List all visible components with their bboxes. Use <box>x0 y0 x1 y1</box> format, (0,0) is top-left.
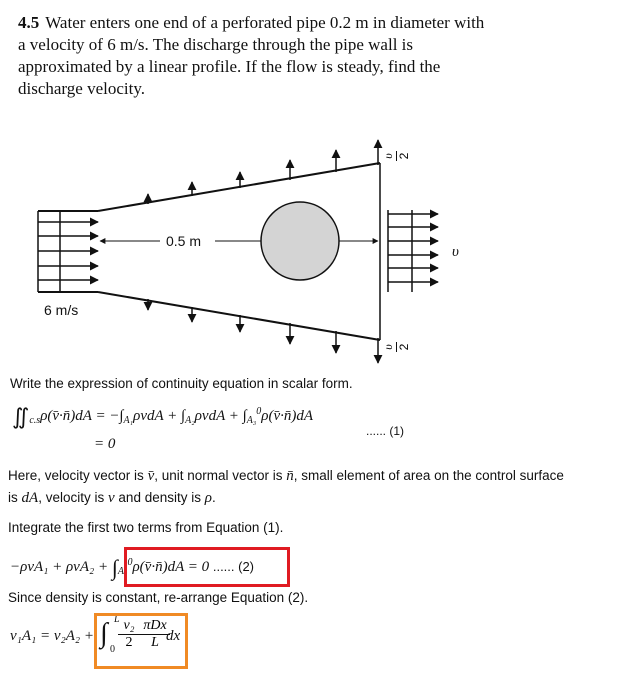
line3-b: , velocity is <box>38 490 105 505</box>
problem-number: 4.5 <box>18 13 40 32</box>
eq3-frac1-den: 2 <box>125 635 133 650</box>
eq2-left: −ρvA₁ + ρvA₂ + <box>10 559 112 575</box>
outlet-velocity-label: υ <box>452 244 459 260</box>
half-velocity-bottom-num: υ <box>381 344 395 350</box>
solution-line-4: Integrate the first two terms from Equation (1). <box>8 520 284 535</box>
line3-rho: ρ <box>204 490 212 506</box>
line3-end: . <box>211 490 216 505</box>
solution-line-5: Since density is constant, re-arrange Equation (2). <box>8 590 309 605</box>
solution-line-3 <box>8 490 216 507</box>
eq1-mid1: ρvdA + ∫ <box>133 408 186 424</box>
eq2-sup: 0 <box>127 557 133 568</box>
eq1-body: ρ(v̄·n̄)dA = −∫ <box>40 408 124 424</box>
eq2-integral: ∫ <box>111 555 118 580</box>
inlet-arrows <box>38 222 98 280</box>
inlet-velocity-label: 6 m/s <box>44 302 79 318</box>
pipe-wall-bottom <box>98 292 380 340</box>
solution-line-1: Write the expression of continuity equation in scalar form. <box>10 376 353 391</box>
eq3-integral: ∫ <box>100 618 108 649</box>
pipe-wall-top <box>98 163 380 211</box>
line3-a: is <box>8 490 18 505</box>
length-label: 0.5 m <box>166 233 202 249</box>
eq1-zero: = 0 <box>94 436 116 452</box>
pipe-cross-section <box>261 202 339 280</box>
equation-1 <box>12 404 313 430</box>
half-velocity-top-den: 2 <box>397 152 411 160</box>
eq1-end: ρ(v̄·n̄)dA <box>261 408 314 424</box>
line3-dA: dA <box>21 490 39 506</box>
line2-vec: v̄ <box>147 468 155 484</box>
eq1-mid2: ρvdA + ∫ <box>194 408 247 424</box>
eq3-frac2-den: L <box>151 635 159 650</box>
eq1-sub-a1: A₁ <box>123 415 134 426</box>
eq2-body: ρ(v̄·n̄)dA = 0 <box>132 559 210 575</box>
problem-text: Water enters one end of a perforated pipe 0.2 m in diameter with a velocity of 6 m/s. The discharge through the pipe wall is approximated by a linear profile. If the flow is steady, find the discharge velocity. <box>18 13 485 98</box>
line2-b: , unit normal vector is <box>154 468 283 483</box>
eq3-left: v₁A₁ = v₂A₂ + <box>10 628 94 644</box>
eq3-frac1-num: v₂ <box>123 618 135 633</box>
eq1-tag: ...... (1) <box>366 424 405 438</box>
eq1-sub-a3: A₃ <box>246 415 257 426</box>
wall-arrows-bottom <box>148 299 378 363</box>
half-velocity-bottom <box>381 330 411 364</box>
pipe-diagram <box>0 128 624 368</box>
solution-line-2 <box>8 468 564 485</box>
eq2-tag: ...... (2) <box>212 559 255 574</box>
line3-v: v <box>107 490 115 506</box>
eq2-sub: A₃ <box>117 566 128 577</box>
line2-c: , small element of area on the control surface <box>293 468 564 483</box>
eq1-sub-cs: c.s <box>29 415 41 426</box>
eq3-sub: 0 <box>110 644 115 655</box>
highlight-box-orange <box>94 613 188 669</box>
eq3-frac2-num: πDx <box>143 618 167 633</box>
wall-arrows-top <box>148 140 378 204</box>
eq3-sup: L <box>114 614 120 625</box>
outlet-arrows <box>388 214 438 282</box>
line2-n: n̄ <box>286 468 294 484</box>
eq1-sup-0: 0 <box>256 406 262 417</box>
problem-statement <box>18 12 488 100</box>
half-velocity-top <box>381 139 411 173</box>
line3-c: and density is <box>118 490 201 505</box>
half-velocity-top-num: υ <box>381 153 395 159</box>
line2-a: Here, velocity vector is <box>8 468 144 483</box>
eq1-sub-a2: A₂ <box>185 415 195 426</box>
highlight-box-red <box>124 547 290 587</box>
half-velocity-bottom-den: 2 <box>397 343 411 351</box>
equation-3-left <box>10 628 94 645</box>
eq1-double-integral: ∬ <box>12 404 30 429</box>
eq3-dx: dx <box>166 628 181 644</box>
